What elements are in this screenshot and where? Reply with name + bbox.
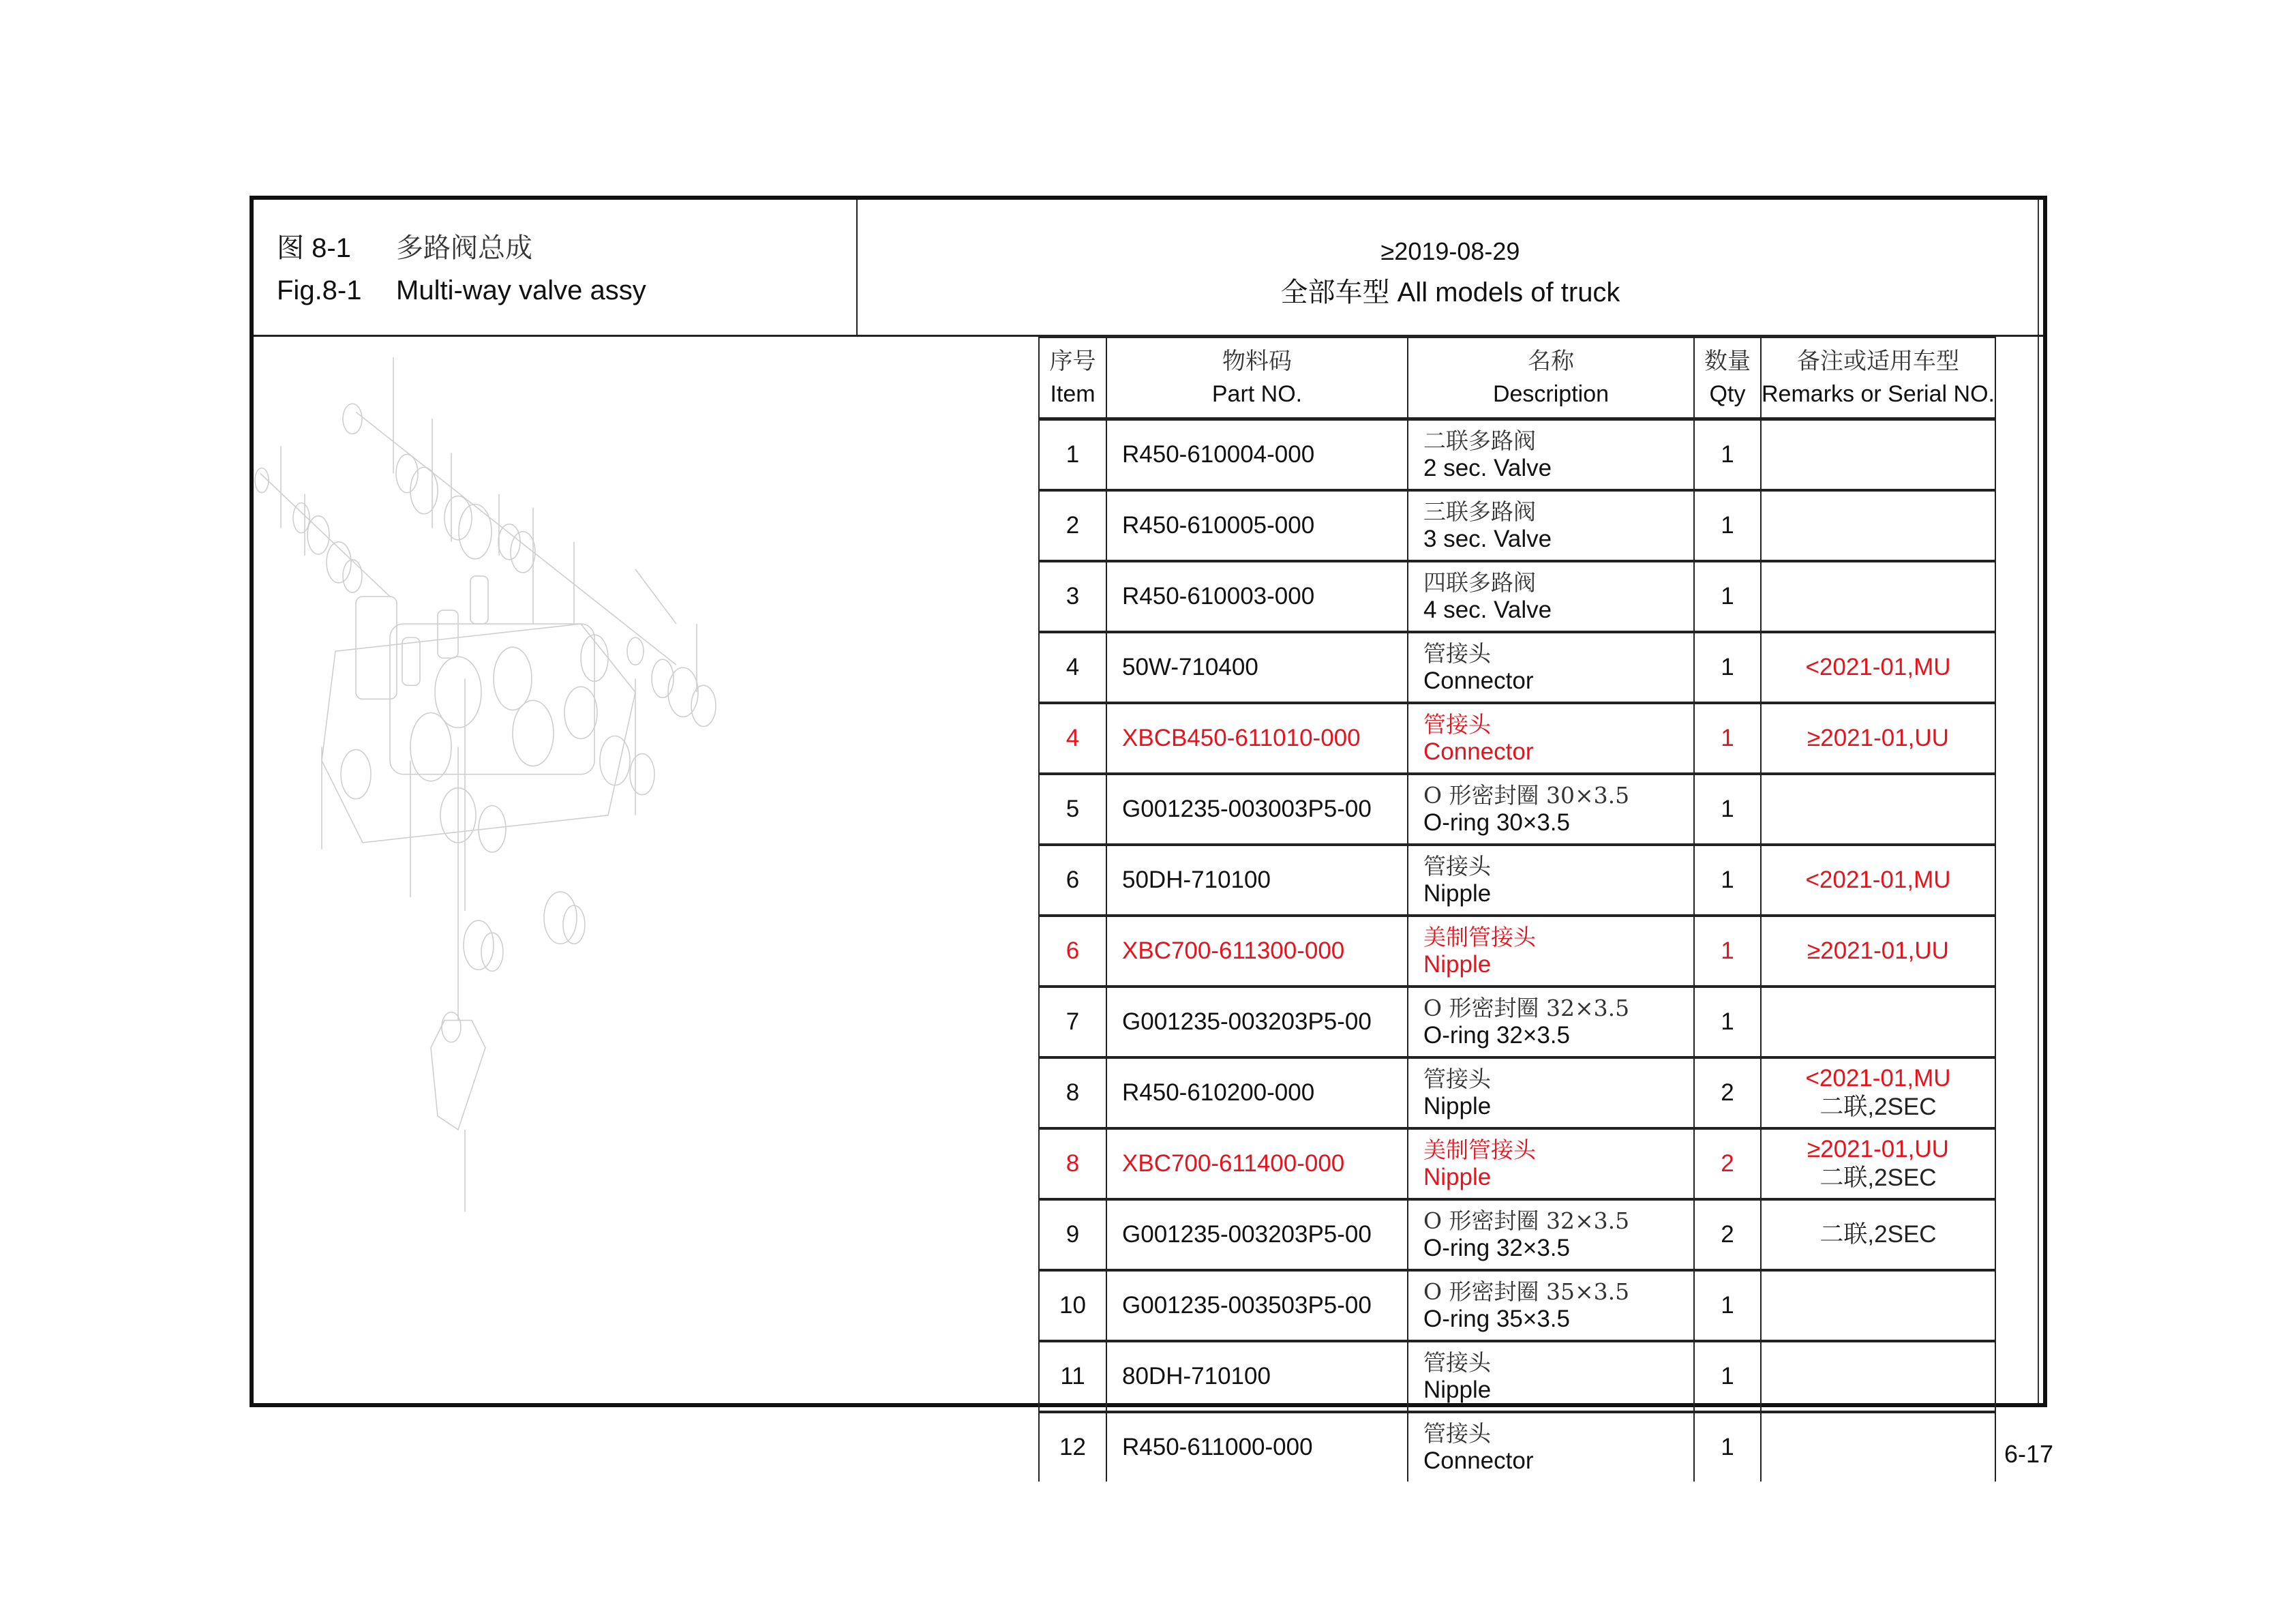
description-cell: [1408, 1199, 1694, 1270]
quantity: 1: [1694, 561, 1761, 632]
description-cn: 管接头: [1423, 640, 1491, 667]
part-number: R450-610005-000: [1106, 490, 1408, 561]
remarks-cell: [1761, 419, 1995, 491]
item-number: 4: [1039, 632, 1106, 703]
part-number: XBCB450-611010-000: [1106, 703, 1408, 774]
table-row: [1039, 774, 1995, 845]
table-row: [1039, 845, 1995, 916]
description-cell: [1408, 1270, 1694, 1341]
table-row: [1039, 1199, 1995, 1270]
description-cell: [1408, 916, 1694, 987]
description-cell: [1408, 1412, 1694, 1482]
remarks-cell: [1761, 490, 1995, 561]
remark-serial-range: ≥2021-01,UU: [1807, 937, 1949, 964]
item-number: 9: [1039, 1199, 1106, 1270]
parts-table: [1038, 337, 1996, 1482]
description-cell: [1408, 561, 1694, 632]
description-cn: 四联多路阀: [1423, 569, 1536, 596]
table-header-row: [1039, 337, 1995, 419]
remarks-cell: [1761, 703, 1995, 774]
remark-serial-range: ≥2021-01,UU: [1807, 1136, 1949, 1162]
item-number: 6: [1039, 916, 1106, 987]
part-number: XBC700-611300-000: [1106, 916, 1408, 987]
description-cn: O 形密封圈 32×3.5: [1423, 1207, 1630, 1234]
part-number: R450-610200-000: [1106, 1057, 1408, 1128]
description-en: O-ring 30×3.5: [1423, 809, 1570, 836]
page-number: 6-17: [2004, 1440, 2054, 1468]
description-cn: 管接头: [1423, 1349, 1491, 1376]
part-number: G001235-003203P5-00: [1106, 987, 1408, 1057]
remark-note: 二联,2SEC: [1819, 1164, 1937, 1191]
quantity: 1: [1694, 1270, 1761, 1341]
remark-note: 二联,2SEC: [1819, 1221, 1937, 1248]
quantity: 1: [1694, 916, 1761, 987]
description-en: 3 sec. Valve: [1423, 526, 1552, 552]
table-row: [1039, 632, 1995, 703]
effective-date: ≥2019-08-29: [1380, 237, 1520, 265]
description-en: Nipple: [1423, 1377, 1492, 1403]
remarks-cell: [1761, 845, 1995, 916]
description-en: Connector: [1423, 667, 1534, 694]
item-number: 6: [1039, 845, 1106, 916]
table-row: [1039, 1270, 1995, 1341]
part-number: G001235-003503P5-00: [1106, 1270, 1408, 1341]
description-cell: [1408, 1128, 1694, 1199]
item-number: 1: [1039, 419, 1106, 491]
quantity: 1: [1694, 1412, 1761, 1482]
quantity: 1: [1694, 632, 1761, 703]
remark-serial-range: <2021-01,MU: [1805, 1065, 1951, 1092]
description-cell: [1408, 845, 1694, 916]
figure-name-cn: 多路阀总成: [396, 232, 532, 264]
description-cell: [1408, 1341, 1694, 1412]
part-number: XBC700-611400-000: [1106, 1128, 1408, 1199]
quantity: 2: [1694, 1057, 1761, 1128]
item-number: 8: [1039, 1057, 1106, 1128]
description-cell: [1408, 632, 1694, 703]
quantity: 1: [1694, 419, 1761, 491]
table-row: [1039, 1057, 1995, 1128]
description-en: O-ring 32×3.5: [1423, 1022, 1570, 1049]
description-cn: O 形密封圈 35×3.5: [1423, 1278, 1630, 1305]
quantity: 2: [1694, 1128, 1761, 1199]
quantity: 1: [1694, 774, 1761, 845]
part-number: 50DH-710100: [1106, 845, 1408, 916]
item-number: 2: [1039, 490, 1106, 561]
figure-number-cn: 图 8-1: [277, 233, 351, 263]
description-en: O-ring 35×3.5: [1423, 1306, 1570, 1332]
part-number: 80DH-710100: [1106, 1341, 1408, 1412]
figure-title-cn: [277, 227, 646, 269]
description-en: Nipple: [1423, 1164, 1492, 1190]
description-en: Connector: [1423, 1447, 1534, 1474]
frame-double-line: [2038, 200, 2039, 1403]
column-header-part-no: 物料码 Part NO.: [1106, 337, 1408, 419]
remarks-cell: [1761, 1270, 1995, 1341]
description-cn: 管接头: [1423, 853, 1491, 879]
part-number: G001235-003203P5-00: [1106, 1199, 1408, 1270]
part-number: 50W-710400: [1106, 632, 1408, 703]
item-number: 12: [1039, 1412, 1106, 1482]
remarks-cell: [1761, 1412, 1995, 1482]
description-en: Nipple: [1423, 951, 1492, 978]
remarks-cell: [1761, 1199, 1995, 1270]
part-number: R450-611000-000: [1106, 1412, 1408, 1482]
table-row: [1039, 490, 1995, 561]
description-cn: 管接头: [1423, 711, 1491, 738]
remarks-cell: [1761, 1057, 1995, 1128]
table-row: [1039, 703, 1995, 774]
description-en: Nipple: [1423, 880, 1492, 907]
description-en: Connector: [1423, 738, 1534, 765]
exploded-valve-drawing-icon: [254, 337, 1038, 1403]
item-number: 4: [1039, 703, 1106, 774]
description-cell: [1408, 774, 1694, 845]
quantity: 2: [1694, 1199, 1761, 1270]
description-cell: [1408, 419, 1694, 491]
table-row: [1039, 916, 1995, 987]
description-cn: O 形密封圈 32×3.5: [1423, 995, 1630, 1021]
part-number: R450-610003-000: [1106, 561, 1408, 632]
item-number: 11: [1039, 1341, 1106, 1412]
remarks-cell: [1761, 632, 1995, 703]
table-body: [1039, 419, 1995, 1482]
item-number: 5: [1039, 774, 1106, 845]
item-number: 7: [1039, 987, 1106, 1057]
remark-note: 二联,2SEC: [1819, 1094, 1937, 1120]
remarks-cell: [1761, 561, 1995, 632]
figure-number-en: Fig.8-1: [277, 275, 362, 305]
remarks-cell: [1761, 774, 1995, 845]
description-cell: [1408, 490, 1694, 561]
description-cn: 三联多路阀: [1423, 498, 1536, 525]
figure-title-block: [277, 227, 646, 312]
figure-title-en: [277, 269, 646, 312]
description-cn: 美制管接头: [1423, 924, 1536, 950]
description-cn: 美制管接头: [1423, 1137, 1536, 1163]
quantity: 1: [1694, 1341, 1761, 1412]
table-row: [1039, 561, 1995, 632]
quantity: 1: [1694, 703, 1761, 774]
item-number: 10: [1039, 1270, 1106, 1341]
remarks-cell: [1761, 1128, 1995, 1199]
remark-serial-range: <2021-01,MU: [1805, 867, 1951, 893]
description-en: 2 sec. Valve: [1423, 455, 1552, 481]
remarks-cell: [1761, 987, 1995, 1057]
quantity: 1: [1694, 845, 1761, 916]
description-cn: 管接头: [1423, 1420, 1491, 1447]
part-number: G001235-003003P5-00: [1106, 774, 1408, 845]
applicability-text: 全部车型 All models of truck: [1280, 277, 1620, 307]
description-cn: 管接头: [1423, 1066, 1491, 1092]
description-en: Nipple: [1423, 1093, 1492, 1119]
applicability-block: [858, 232, 2043, 314]
remark-serial-range: <2021-01,MU: [1805, 654, 1951, 680]
remarks-cell: [1761, 1341, 1995, 1412]
description-cell: [1408, 987, 1694, 1057]
table-row: [1039, 1128, 1995, 1199]
description-cn: O 形密封圈 30×3.5: [1423, 782, 1630, 809]
item-number: 3: [1039, 561, 1106, 632]
description-en: 4 sec. Valve: [1423, 597, 1552, 623]
quantity: 1: [1694, 987, 1761, 1057]
description-cell: [1408, 1057, 1694, 1128]
page-header: [254, 200, 2043, 337]
item-number: 8: [1039, 1128, 1106, 1199]
quantity: 1: [1694, 490, 1761, 561]
figure-name-en: Multi-way valve assy: [396, 275, 646, 305]
column-header-qty: 数量 Qty: [1694, 337, 1761, 419]
description-cn: 二联多路阀: [1423, 427, 1536, 454]
table-row: [1039, 1412, 1995, 1482]
remark-serial-range: ≥2021-01,UU: [1807, 725, 1949, 751]
remarks-cell: [1761, 916, 1995, 987]
table-row: [1039, 987, 1995, 1057]
column-header-item: 序号 Item: [1039, 337, 1106, 419]
table-row: [1039, 1341, 1995, 1412]
part-number: R450-610004-000: [1106, 419, 1408, 491]
column-header-description: 名称 Description: [1408, 337, 1694, 419]
description-en: O-ring 32×3.5: [1423, 1235, 1570, 1261]
column-header-remarks: 备注或适用车型 Remarks or Serial NO.: [1761, 337, 1995, 419]
description-cell: [1408, 703, 1694, 774]
table-row: [1039, 419, 1995, 491]
